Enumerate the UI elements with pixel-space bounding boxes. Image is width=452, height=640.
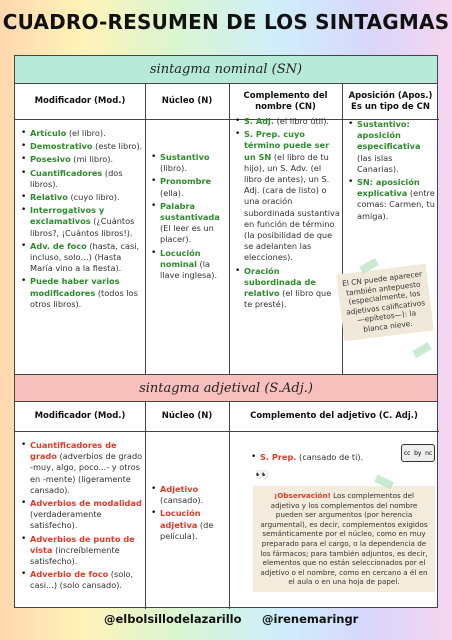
sa-nucleo-term: Locución adjetiva — [160, 508, 201, 530]
page-title: CUADRO-RESUMEN DE LOS SINTAGMAS — [2, 10, 450, 34]
sn-mod-item — [21, 154, 143, 165]
sn-apos-example: (las islas Canarias). — [357, 152, 399, 174]
sn-cn-item — [235, 129, 340, 263]
sn-mod-example: (¿Cuántos libros?, ¡Cuántos libros!). — [30, 216, 135, 238]
sn-nucleo-example: (la llave inglesa). — [160, 258, 218, 281]
sa-nucleo-item — [151, 484, 227, 506]
sa-note-label: ¡Observación! — [274, 491, 331, 500]
sn-mod-item — [21, 128, 143, 139]
band-sintagma-adjetival: sintagma adjetival (S.Adj.) — [15, 374, 437, 402]
sa-mod-term: Adverbios de modalidad — [30, 498, 142, 509]
sn-mod-term: Puede haber varios modificadores — [30, 276, 120, 298]
sn-mod-term: Adv. de foco — [30, 240, 87, 251]
sn-mod-example: (cuyo libro). — [67, 192, 120, 203]
sa-header-cadj: Complemento del adjetivo (C. Adj.) — [229, 402, 439, 432]
sa-mod-term: Adverbios de punto de vista — [30, 533, 135, 555]
sn-note: El CN puede aparecer también antepuesto (especialmente, los adjetivos calificativos —epítetos—): la blanca nieve. — [336, 264, 433, 341]
sn-nucleo-example: (ella). — [160, 187, 184, 198]
sn-mod-term: Interrogativos y exclamativos — [30, 205, 105, 227]
sn-cn-term: S. Prep. cuyo término puede ser un SN — [244, 129, 330, 162]
sn-nucleo-item — [151, 152, 227, 174]
sa-header-mod: Modificador (Mod.) — [15, 402, 145, 432]
sn-mod-term: Artículo — [30, 128, 67, 138]
sn-nucleo-item — [151, 201, 227, 246]
sn-apos-example: (entre comas: Carmen, tu amiga). — [357, 188, 435, 221]
sn-apos-item — [348, 119, 436, 175]
sn-cn-example: (el libro útil). — [273, 116, 329, 126]
sn-mod-term: Demostrativo — [30, 141, 93, 152]
sn-mod-item — [21, 241, 143, 275]
eyes-icon: 👀 — [255, 468, 269, 481]
summary-card — [14, 55, 438, 608]
sn-apos-term: Sustantivo: aposición especificativa — [357, 119, 421, 152]
sa-mod-item — [21, 498, 143, 532]
sa-cadj-column — [251, 452, 391, 465]
sa-nucleo-example: (de película). — [160, 519, 214, 541]
sn-nucleo-item — [151, 176, 227, 198]
sn-mod-item — [21, 205, 143, 239]
sn-mod-term: Relativo — [30, 192, 68, 203]
sa-nucleo-item — [151, 508, 227, 542]
sn-nucleo-term: Palabra sustantivada — [160, 200, 220, 223]
sn-header-cn: Complemento del nombre (CN) — [229, 84, 342, 120]
sn-header-nucleo: Núcleo (N) — [145, 84, 229, 120]
sn-nucleo-term: Locución nominal — [160, 247, 201, 269]
sn-mod-example: (dos libros). — [30, 167, 123, 189]
footer-handle-right: @irenemaringr — [262, 612, 359, 626]
sa-note-text: Los complementos del adjetivo y los complementos del nombre pueden ser argumentos (por herencia argumental), es decir, complementos exigidos semánticamente por el núcleo, como en muy preparado para el cargo, o la dependencia de los fármacos; para también adjuntos, es decir, elementos que no están seleccionados por el adjetivo o el nombre, como en cercano a él en el aula o en una hoja de papel. — [260, 491, 428, 587]
sa-cadj-item — [251, 452, 391, 463]
sa-mod-term: Cuantificadores de grado — [30, 440, 117, 462]
sn-nucleo-example: (libro). — [160, 163, 187, 174]
sa-mod-item — [21, 534, 143, 568]
footer-handle-left: @elbolsillodelazarillo — [104, 612, 242, 626]
sn-mod-column — [21, 128, 143, 312]
sn-mod-example: (todos los otros libros). — [30, 287, 138, 309]
sa-cadj-example: (cansado de ti). — [296, 452, 364, 462]
sn-mod-item — [21, 168, 143, 190]
sn-mod-item — [21, 141, 143, 152]
sa-nucleo-example: (cansado). — [160, 495, 204, 506]
sn-cn-example: (el libro que te presté). — [244, 288, 332, 310]
sa-nucleo-term: Adjetivo — [160, 484, 199, 494]
sn-cn-example: (el libro de tu hijo), un S. Adv. (el libro de antes), un S. Adj. (cara de listo) o una oración subordinada sustantiva en función de término (la posibilidad de que se adelanten las elecciones). — [244, 151, 340, 263]
band-sintagma-nominal: sintagma nominal (SN) — [15, 56, 437, 84]
cc-license-icon: cc by nc — [401, 444, 435, 462]
sa-mod-column — [21, 440, 143, 594]
sn-mod-example: (este libro). — [92, 141, 143, 152]
sn-mod-item — [21, 276, 143, 310]
sa-mod-example: (adverbios de grado -muy, algo, poco...- y otros en -mente) (ligeramente cansado). — [30, 451, 143, 495]
sn-nucleo-column — [151, 152, 227, 283]
sn-cn-term: Oración subordinada de relativo — [244, 265, 316, 299]
sn-nucleo-example: (El leer es un placer). — [160, 223, 214, 245]
sa-mod-example: (solo, casi...) (solo cansado). — [30, 569, 134, 591]
sa-nucleo-column — [151, 484, 227, 544]
sn-mod-example: (el libro). — [66, 128, 106, 138]
sn-nucleo-term: Pronombre — [160, 176, 212, 187]
sa-cadj-term: S. Prep. — [260, 452, 297, 462]
sa-header-nucleo: Núcleo (N) — [145, 402, 229, 432]
sn-apos-column — [348, 119, 436, 224]
sn-header-mod: Modificador (Mod.) — [15, 84, 145, 120]
sa-mod-item — [21, 569, 143, 591]
sn-cn-term: S. Adj. — [244, 116, 274, 126]
sn-header-apos: Aposición (Apos.) Es un tipo de CN — [342, 84, 439, 120]
sn-mod-example: (mi libro). — [70, 154, 114, 165]
sn-apos-term: SN: aposición explicativa — [357, 177, 420, 199]
sa-note — [253, 486, 435, 592]
sn-cn-item — [235, 266, 340, 311]
sn-cn-column — [235, 116, 340, 312]
sn-mod-example: (hasta, casi, incluso, solo…) (Hasta María vino a la fiesta). — [30, 240, 140, 274]
sa-mod-example: (verdaderamente satisfecho). — [30, 509, 102, 531]
sa-mod-item — [21, 440, 143, 496]
sn-mod-item — [21, 192, 143, 203]
sn-mod-term: Cuantificadores — [30, 167, 103, 178]
sa-mod-example: (increíblemente satisfecho). — [30, 544, 120, 567]
sn-cn-item — [235, 116, 340, 127]
sn-nucleo-term: Sustantivo — [160, 152, 210, 162]
sa-mod-term: Adverbio de foco — [30, 569, 109, 580]
sn-nucleo-item — [151, 248, 227, 282]
sn-mod-term: Posesivo — [30, 154, 71, 165]
sn-apos-item — [348, 177, 436, 222]
